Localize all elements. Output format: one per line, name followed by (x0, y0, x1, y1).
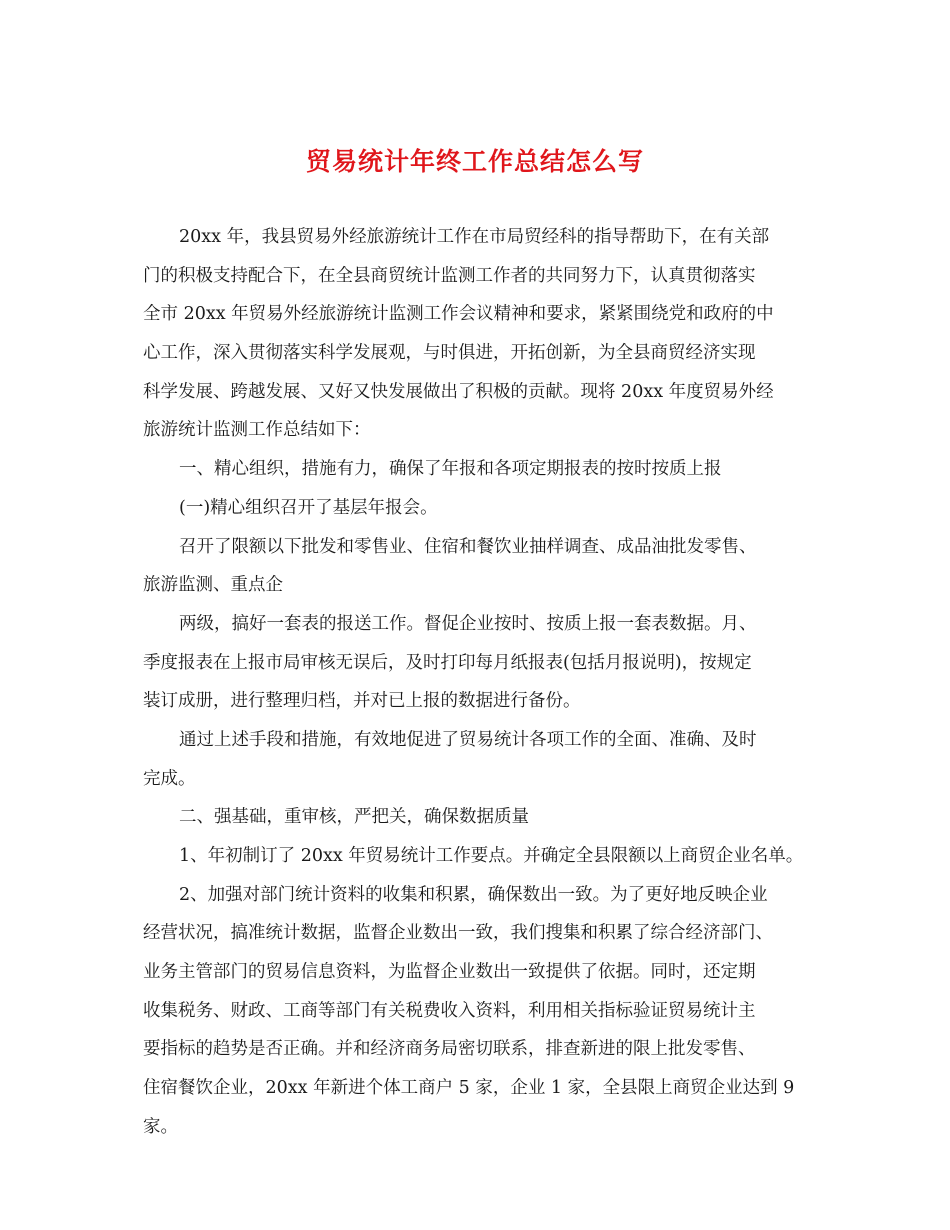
paragraph-line: 门的积极支持配合下，在全县商贸统计监测工作者的共同努力下，认真贯彻落实 (143, 265, 756, 286)
paragraph-line: 完成。 (143, 768, 196, 789)
paragraph-line: 旅游监测、重点企 (143, 575, 283, 596)
subsection-heading: (一)精心组织召开了基层年报会。 (179, 497, 438, 518)
paragraph-line: 通过上述手段和措施，有效地促进了贸易统计各项工作的全面、准确、及时 (179, 729, 757, 750)
paragraph-line: 家。 (143, 1116, 178, 1137)
paragraph-line: 召开了限额以下批发和零售业、住宿和餐饮业抽样调查、成品油批发零售、 (179, 536, 757, 557)
paragraph-line: 住宿餐饮企业，20xx 年新进个体工商户 5 家，企业 1 家，全县限上商贸企业达到 9 (143, 1078, 795, 1099)
document-body (143, 218, 823, 1147)
section-heading: 二、强基础，重审核，严把关，确保数据质量 (179, 807, 529, 828)
section-heading: 一、精心组织，措施有力，确保了年报和各项定期报表的按时按质上报 (179, 459, 722, 480)
paragraph-line: 要指标的趋势是否正确。并和经济商务局密切联系，排查新进的限上批发零售、 (143, 1039, 756, 1060)
paragraph-line: 装订成册，进行整理归档，并对已上报的数据进行备份。 (143, 691, 581, 712)
list-item: 1、年初制订了 20xx 年贸易统计工作要点。并确定全县限额以上商贸企业名单。 (179, 846, 804, 866)
paragraph-line: 20xx 年，我县贸易外经旅游统计工作在市局贸经科的指导帮助下，在有关部 (179, 227, 770, 247)
paragraph-line: 科学发展、跨越发展、又好又快发展做出了积极的贡献。现将 20xx 年度贸易外经 (143, 381, 774, 402)
paragraph-line: 业务主管部门的贸易信息资料，为监督企业数出一致提供了依据。同时，还定期 (143, 962, 756, 983)
paragraph-line: 心工作，深入贯彻落实科学发展观，与时俱进，开拓创新，为全县商贸经济实现 (143, 343, 756, 364)
paragraph-line: 季度报表在上报市局审核无误后，及时打印每月纸报表(包括月报说明)，按规定 (143, 652, 752, 673)
paragraph-line: 旅游统计监测工作总结如下： (143, 420, 371, 441)
paragraph-line: 两级，搞好一套表的报送工作。督促企业按时、按质上报一套表数据。月、 (179, 613, 757, 634)
list-item: 2、加强对部门统计资料的收集和积累，确保数出一致。为了更好地反映企业 (179, 884, 768, 905)
paragraph-line: 经营状况，搞准统计数据，监督企业数出一致，我们搜集和积累了综合经济部门、 (143, 923, 773, 944)
paragraph-line: 全市 20xx 年贸易外经旅游统计监测工作会议精神和要求，紧紧围绕党和政府的中 (143, 304, 774, 325)
paragraph-line: 收集税务、财政、工商等部门有关税费收入资料，利用相关指标验证贸易统计主 (143, 1000, 756, 1021)
document-title: 贸易统计年终工作总结怎么写 (305, 147, 644, 176)
